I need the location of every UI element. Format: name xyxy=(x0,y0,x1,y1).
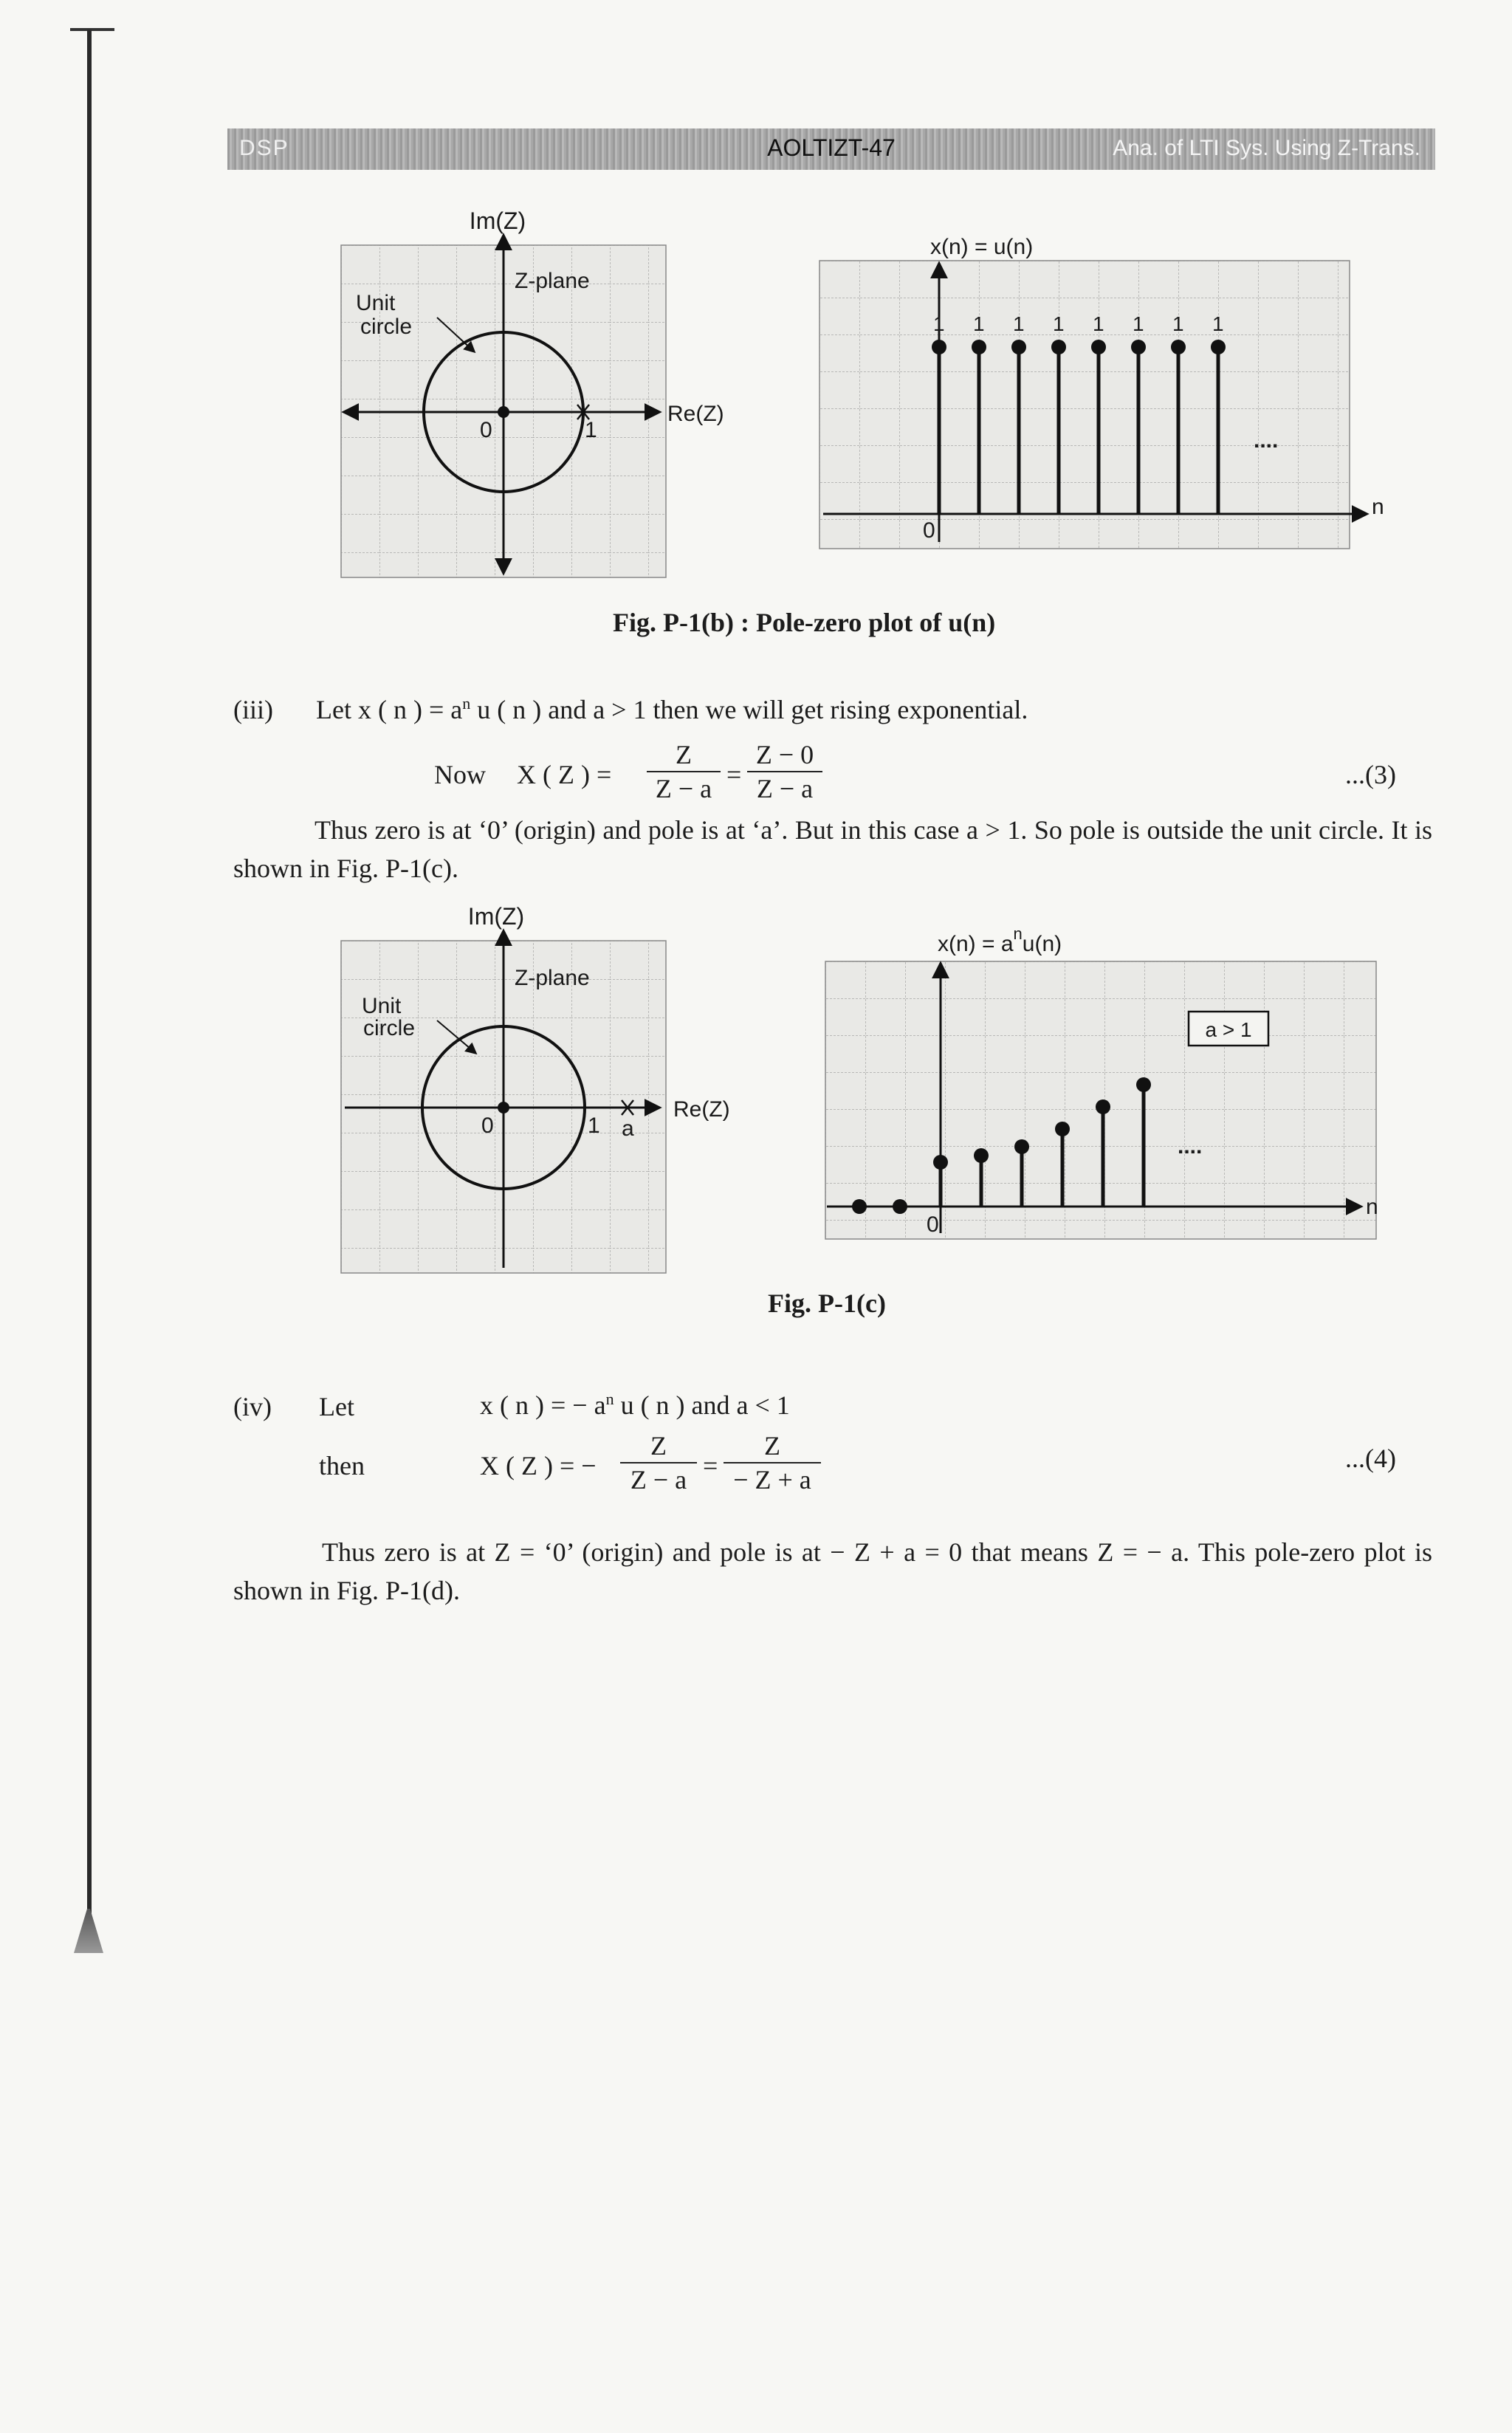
definition-sup: n xyxy=(605,1390,614,1408)
circle-label: circle xyxy=(363,1016,416,1040)
header-left: DSP xyxy=(239,136,289,160)
stem-point xyxy=(1055,1122,1070,1136)
statement-part-2: u ( n ) and a > 1 then we will get rising exponential. xyxy=(470,695,1028,724)
header-page-id: AOLTIZT-47 xyxy=(767,134,896,161)
frac-denominator: − Z + a xyxy=(733,1465,811,1495)
im-axis-label: Im(Z) xyxy=(467,903,525,930)
frac-denominator: Z − a xyxy=(756,774,814,803)
stem-point xyxy=(1211,340,1226,354)
re-axis-label: Re(Z) xyxy=(667,402,724,426)
one-label: 1 xyxy=(588,1113,600,1138)
item-iv-paragraph: Thus zero is at Z = ‘0’ (origin) and pole is at − Z + a = 0 that means Z = − a. This pole-zero plot is shown in Fig. P-1(d). xyxy=(233,1537,1432,1605)
eq4-number: ...(4) xyxy=(1345,1444,1396,1473)
n-axis-label: n xyxy=(1372,495,1384,519)
stem-point xyxy=(932,340,946,354)
stem-point xyxy=(1136,1077,1151,1092)
fig-c-stem-plot xyxy=(805,923,1388,1255)
z-plane-label: Z-plane xyxy=(515,966,590,990)
one-label: 1 xyxy=(585,418,597,442)
definition-part-1: x ( n ) = − a xyxy=(480,1390,606,1420)
stem-point xyxy=(1014,1139,1029,1154)
fig-c-pole-zero-plot xyxy=(341,902,769,1286)
now-label: Now xyxy=(434,760,486,789)
stem-value-label: 1 xyxy=(1093,312,1104,335)
origin-label: 0 xyxy=(481,1113,494,1138)
stem-value-label: 1 xyxy=(933,312,945,335)
re-axis-label: Re(Z) xyxy=(673,1097,730,1122)
statement-sup: n xyxy=(462,694,471,713)
stem-title: x(n) = u(n) xyxy=(930,235,1034,259)
eq3-equals: = xyxy=(726,760,742,789)
a-label: a xyxy=(622,1116,634,1141)
stem-point xyxy=(933,1155,948,1170)
item-iii-marker: (iii) xyxy=(233,695,273,724)
stem-value-label: 1 xyxy=(973,312,985,335)
frac-denominator: Z − a xyxy=(655,774,712,803)
binding-edge-top xyxy=(70,28,114,31)
unit-label: Unit xyxy=(362,994,402,1018)
then-label: then xyxy=(319,1451,365,1480)
stem-value-label: 1 xyxy=(1133,312,1144,335)
eq4-equals: = xyxy=(703,1451,718,1480)
let-label: Let xyxy=(319,1392,354,1421)
stem-point xyxy=(1091,340,1106,354)
stem-origin: 0 xyxy=(927,1212,939,1237)
continuation-dots: .... xyxy=(1254,428,1279,453)
binding-edge-bottom xyxy=(74,1909,103,1953)
z-plane-label: Z-plane xyxy=(515,269,590,293)
stem-point xyxy=(1096,1099,1110,1114)
eq4-frac2 xyxy=(724,1430,821,1496)
stem-title: $x(n) = a^nu(n)$ xyxy=(938,924,1062,956)
stem-value-label: 1 xyxy=(1013,312,1025,335)
stem-point xyxy=(893,1199,907,1214)
statement-part-1: Let x ( n ) = a xyxy=(316,695,463,724)
continuation-dots: .... xyxy=(1178,1134,1203,1159)
stem-point xyxy=(974,1148,989,1163)
stem-value-label: 1 xyxy=(1212,312,1224,335)
im-axis-label: Im(Z) xyxy=(469,207,526,234)
plot-grid xyxy=(819,261,1350,549)
item-iv-definition xyxy=(480,1390,790,1421)
header-chapter-title: Ana. of LTI Sys. Using Z-Trans. xyxy=(1113,136,1420,160)
frac-numerator: Z − 0 xyxy=(747,738,822,772)
stem-point xyxy=(1051,340,1066,354)
unit-label: Unit xyxy=(356,291,396,315)
stem-point xyxy=(1171,340,1186,354)
frac-numerator: Z xyxy=(647,738,721,772)
item-iii-statement xyxy=(316,694,1028,725)
running-header xyxy=(227,128,1435,170)
stem-origin: 0 xyxy=(923,518,935,543)
frac-numerator: Z xyxy=(724,1430,821,1463)
eq3-frac1 xyxy=(647,738,721,805)
frac-denominator: Z − a xyxy=(630,1465,687,1495)
eq4-lhs: X ( Z ) = − xyxy=(480,1451,597,1480)
fig-c-caption: Fig. P-1(c) xyxy=(768,1288,886,1318)
zero-marker xyxy=(498,406,509,418)
frac-numerator: Z xyxy=(620,1430,697,1463)
circle-label: circle xyxy=(360,315,413,339)
eq3-number: ...(3) xyxy=(1345,760,1396,789)
stem-value-label: 1 xyxy=(1172,312,1184,335)
n-axis-label: n xyxy=(1366,1195,1378,1219)
zero-marker xyxy=(498,1102,509,1113)
stem-point xyxy=(972,340,986,354)
eq3-frac2 xyxy=(747,738,822,805)
fig-b-stem-plot xyxy=(819,227,1384,567)
stem-point xyxy=(852,1199,867,1214)
stem-point xyxy=(1011,340,1026,354)
item-iii-paragraph: Thus zero is at ‘0’ (origin) and pole is at ‘a’. But in this case a > 1. So pole is outside the unit circle. It is shown in Fig. P-1(c). xyxy=(233,815,1432,883)
fig-b-pole-zero-plot xyxy=(341,207,755,591)
eq3-lhs: X ( Z ) = xyxy=(517,760,612,789)
item-iv-marker: (iv) xyxy=(233,1392,272,1421)
definition-part-2: u ( n ) and a < 1 xyxy=(614,1390,790,1420)
fig-b-caption: Fig. P-1(b) : Pole-zero plot of u(n) xyxy=(613,608,996,637)
stem-point xyxy=(1131,340,1146,354)
eq4-frac1 xyxy=(620,1430,697,1496)
condition-label: a > 1 xyxy=(1205,1018,1252,1041)
stem-value-label: 1 xyxy=(1053,312,1065,335)
origin-label: 0 xyxy=(480,418,492,442)
binding-margin-line xyxy=(87,30,92,1949)
